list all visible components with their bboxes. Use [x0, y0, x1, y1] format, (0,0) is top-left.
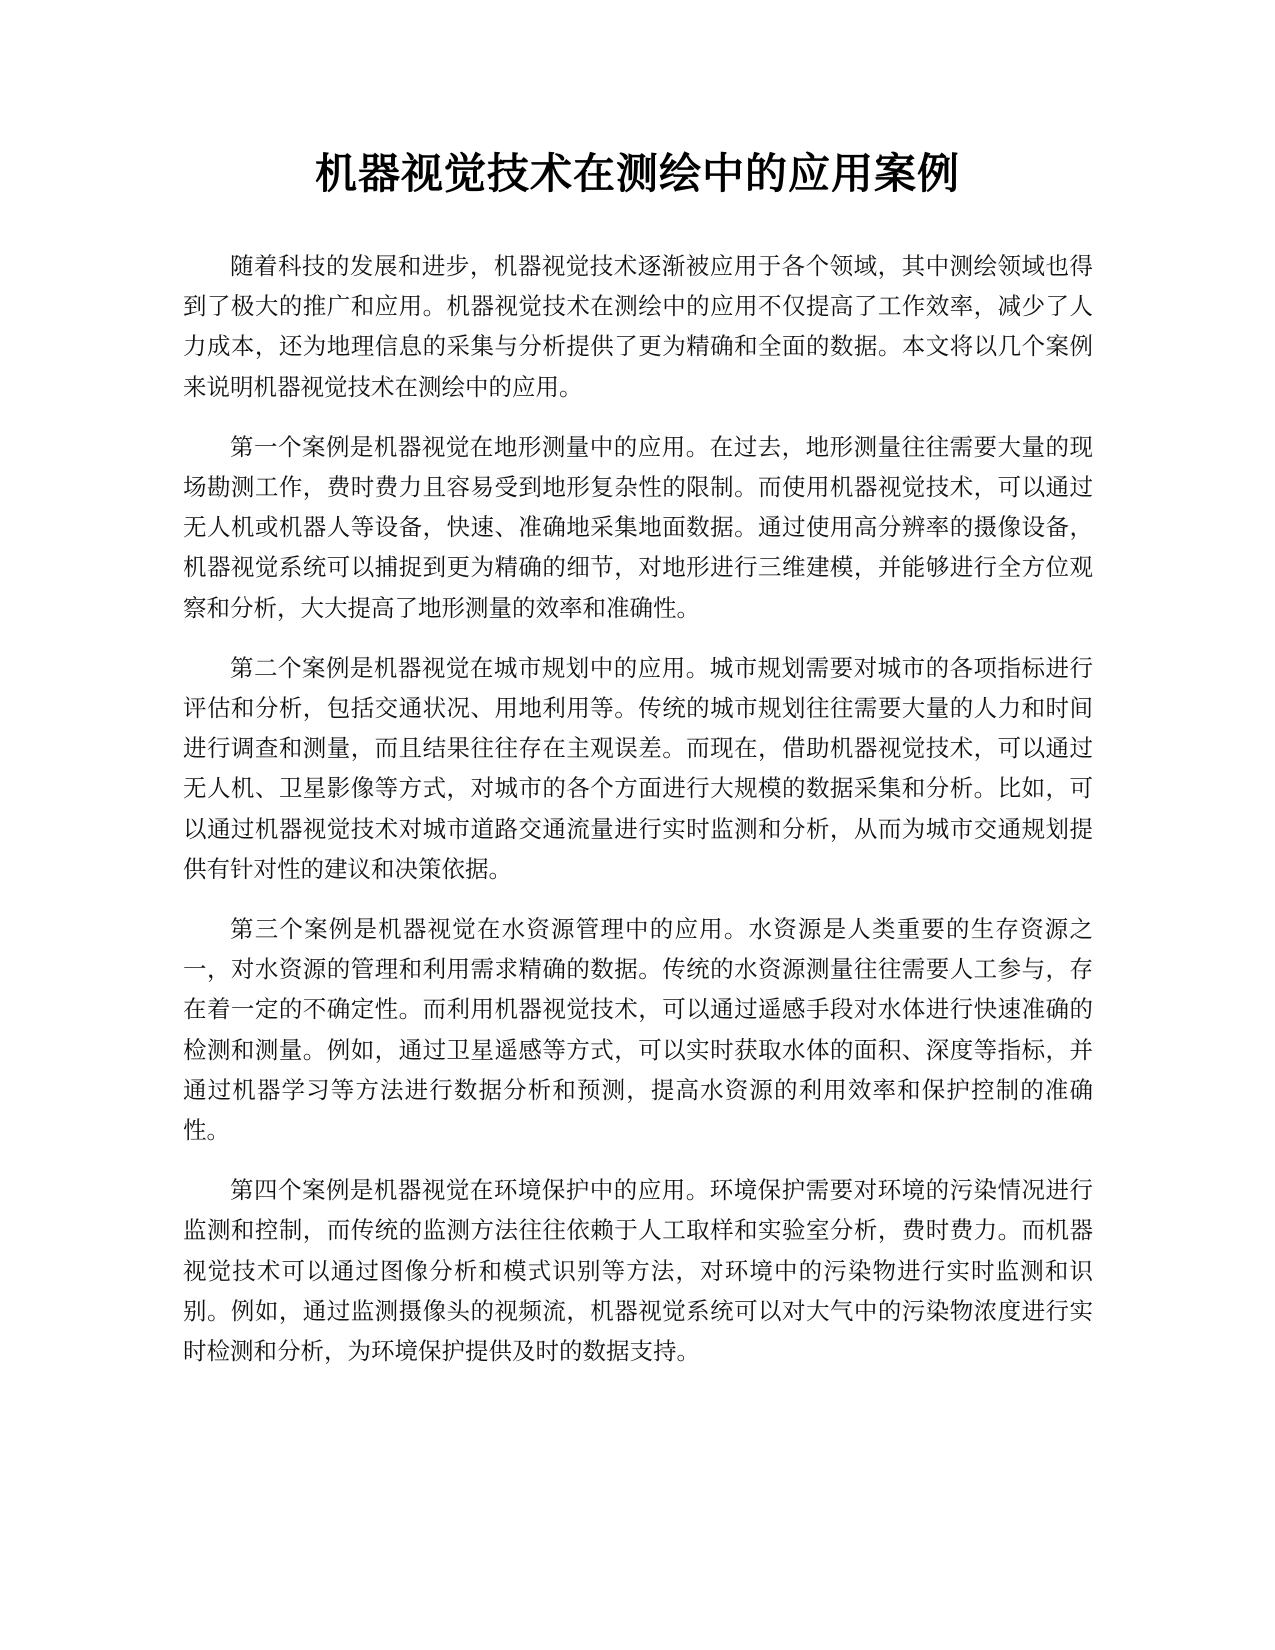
- paragraph-case-terrain-survey: 第一个案例是机器视觉在地形测量中的应用。在过去，地形测量往往需要大量的现场勘测工作，费时费力且容易受到地形复杂性的限制。而使用机器视觉技术，可以通过无人机或机器人等设备，快速、准确地采集地面数据。通过使用高分辨率的摄像设备，机器视觉系统可以捕捉到更为精确的细节，对地形进行三维建模，并能够进行全方位观察和分析，大大提高了地形测量的效率和准确性。: [183, 432, 1093, 622]
- paragraph-case-water-resources: 第三个案例是机器视觉在水资源管理中的应用。水资源是人类重要的生存资源之一，对水资源的管理和利用需求精确的数据。传统的水资源测量往往需要人工参与，存在着一定的不确定性。而利用机器视觉技术，可以通过遥感手段对水体进行快速准确的检测和测量。例如，通过卫星遥感等方式，可以实时获取水体的面积、深度等指标，并通过机器学习等方法进行数据分析和预测，提高水资源的利用效率和保护控制的准确性。: [183, 915, 1093, 1145]
- paragraph-case-environment: 第四个案例是机器视觉在环境保护中的应用。环境保护需要对环境的污染情况进行监测和控制，而传统的监测方法往往依赖于人工取样和实验室分析，费时费力。而机器视觉技术可以通过图像分析和模式识别等方法，对环境中的污染物进行实时监测和识别。例如，通过监测摄像头的视频流，机器视觉系统可以对大气中的污染物浓度进行实时检测和分析，为环境保护提供及时的数据支持。: [183, 1176, 1093, 1366]
- document-title: 机器视觉技术在测绘中的应用案例: [314, 149, 960, 198]
- paragraph-intro: 随着科技的发展和进步，机器视觉技术逐渐被应用于各个领域，其中测绘领域也得到了极大的推广和应用。机器视觉技术在测绘中的应用不仅提高了工作效率，减少了人力成本，还为地理信息的采集与分析提供了更为精确和全面的数据。本文将以几个案例来说明机器视觉技术在测绘中的应用。: [183, 252, 1093, 401]
- document-body: [183, 246, 1093, 1391]
- paragraph-case-urban-planning: 第二个案例是机器视觉在城市规划中的应用。城市规划需要对城市的各项指标进行评估和分析，包括交通状况、用地利用等。传统的城市规划往往需要大量的人力和时间进行调查和测量，而且结果往往存在主观误差。而现在，借助机器视觉技术，可以通过无人机、卫星影像等方式，对城市的各个方面进行大规模的数据采集和分析。比如，可以通过机器视觉技术对城市道路交通流量进行实时监测和分析，从而为城市交通规划提供有针对性的建议和决策依据。: [183, 653, 1093, 883]
